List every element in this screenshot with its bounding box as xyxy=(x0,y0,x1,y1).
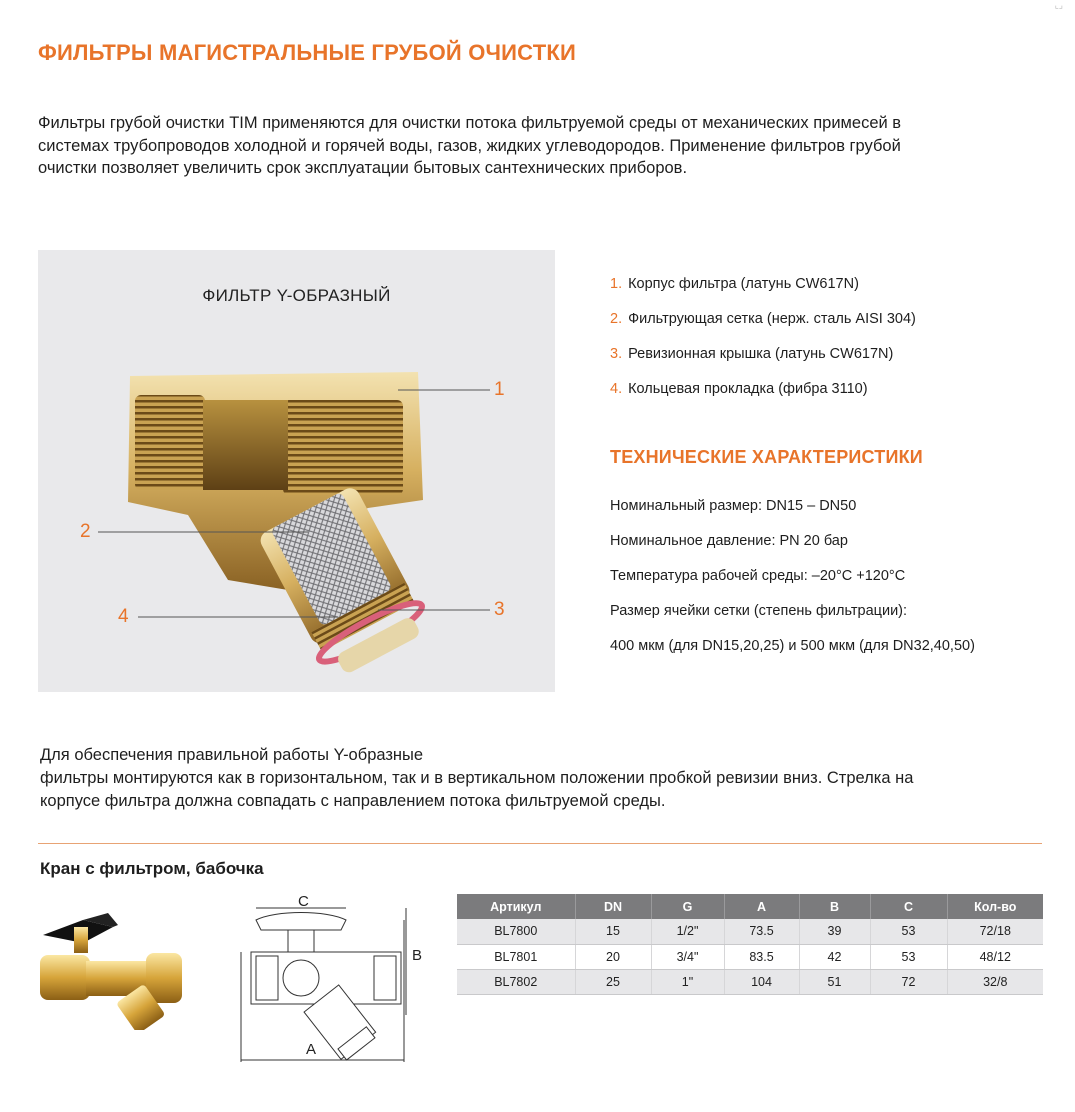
table-cell: 42 xyxy=(799,944,870,969)
corner-glyph: ⌞⌟ xyxy=(1054,0,1063,10)
list-item xyxy=(610,276,916,311)
tech-specs-list xyxy=(610,498,975,673)
part-number: 1. xyxy=(610,276,623,292)
column-header: Артикул xyxy=(457,894,575,919)
installation-note xyxy=(40,744,1040,813)
list-item xyxy=(610,311,916,346)
list-item: 400 мкм (для DN15,20,25) и 500 мкм (для DN32,40,50) xyxy=(610,638,975,654)
table-cell: 39 xyxy=(799,919,870,944)
table-row xyxy=(457,919,1043,944)
product-title: Кран с фильтром, бабочка xyxy=(40,859,264,878)
part-text: Кольцевая прокладка (фибра 3110) xyxy=(628,381,868,397)
column-header: C xyxy=(870,894,947,919)
column-header: A xyxy=(724,894,799,919)
table-cell: 1/2" xyxy=(651,919,724,944)
product-spec-table xyxy=(457,894,1043,995)
column-header: Кол-во xyxy=(947,894,1043,919)
dimension-a-label: A xyxy=(306,1041,317,1058)
table-cell: 48/12 xyxy=(947,944,1043,969)
table-cell: 15 xyxy=(575,919,651,944)
section-divider xyxy=(38,843,1042,844)
table-cell: BL7802 xyxy=(457,969,575,994)
list-item: Номинальный размер: DN15 – DN50 xyxy=(610,498,857,514)
parts-list xyxy=(610,276,916,416)
table-cell: 25 xyxy=(575,969,651,994)
dimension-c-label: C xyxy=(298,893,309,910)
table-cell: 72 xyxy=(870,969,947,994)
column-header: B xyxy=(799,894,870,919)
valve-photo-illustration xyxy=(38,905,208,1030)
part-text: Ревизионная крышка (латунь CW617N) xyxy=(628,346,894,362)
table-cell: 73.5 xyxy=(724,919,799,944)
callout-1: 1 xyxy=(494,379,505,400)
table-cell: 53 xyxy=(870,944,947,969)
table-cell: 72/18 xyxy=(947,919,1043,944)
valve-dimension-drawing xyxy=(236,890,436,1070)
note-line: фильтры монтируются как в горизонтальном, так и в вертикальном положении пробкой ревизии вниз. Стрелка на xyxy=(40,769,914,787)
table-row xyxy=(457,969,1043,994)
table-cell: BL7801 xyxy=(457,944,575,969)
note-line: корпусе фильтра должна совпадать с направлением потока фильтруемой среды. xyxy=(40,792,666,810)
table-header-row xyxy=(457,894,1043,919)
table-cell: BL7800 xyxy=(457,919,575,944)
part-text: Фильтрующая сетка (нерж. сталь AISI 304) xyxy=(628,311,916,327)
page-title: ФИЛЬТРЫ МАГИСТРАЛЬНЫЕ ГРУБОЙ ОЧИСТКИ xyxy=(38,40,577,65)
list-item: Номинальное давление: PN 20 бар xyxy=(610,533,848,549)
table-cell: 104 xyxy=(724,969,799,994)
list-item xyxy=(610,381,916,416)
callout-2: 2 xyxy=(80,521,91,542)
table-cell: 3/4" xyxy=(651,944,724,969)
column-header: DN xyxy=(575,894,651,919)
intro-paragraph xyxy=(38,112,1028,180)
part-number: 4. xyxy=(610,381,623,397)
part-text: Корпус фильтра (латунь CW617N) xyxy=(628,276,859,292)
table-cell: 83.5 xyxy=(724,944,799,969)
list-item: Размер ячейки сетки (степень фильтрации): xyxy=(610,603,908,619)
column-header: G xyxy=(651,894,724,919)
table-cell: 20 xyxy=(575,944,651,969)
table-cell: 32/8 xyxy=(947,969,1043,994)
callout-4: 4 xyxy=(118,606,129,627)
dimension-b-label: B xyxy=(412,947,423,964)
list-item xyxy=(610,346,916,381)
y-filter-cutaway-illustration xyxy=(38,250,555,692)
filter-photo-panel xyxy=(38,250,555,692)
callout-3: 3 xyxy=(494,599,505,620)
note-line: Для обеспечения правильной работы Y-образные xyxy=(40,746,424,764)
tech-specs-title: ТЕХНИЧЕСКИЕ ХАРАКТЕРИСТИКИ xyxy=(610,447,923,467)
part-number: 3. xyxy=(610,346,623,362)
table-row xyxy=(457,944,1043,969)
diagram-title: ФИЛЬТР Y-ОБРАЗНЫЙ xyxy=(202,286,391,305)
table-cell: 51 xyxy=(799,969,870,994)
table-cell: 53 xyxy=(870,919,947,944)
list-item: Температура рабочей среды: –20°C +120°C xyxy=(610,568,906,584)
table-cell: 1" xyxy=(651,969,724,994)
intro-line: системах трубопроводов холодной и горячей воды, газов, жидких углеводородов. Применение фильтров грубой xyxy=(38,136,901,155)
intro-line: Фильтры грубой очистки TIM применяются для очистки потока фильтруемой среды от механических примесей в xyxy=(38,114,902,132)
intro-line: очистки позволяет увеличить срок эксплуатации бытовых сантехнических приборов. xyxy=(38,159,688,177)
part-number: 2. xyxy=(610,311,623,327)
